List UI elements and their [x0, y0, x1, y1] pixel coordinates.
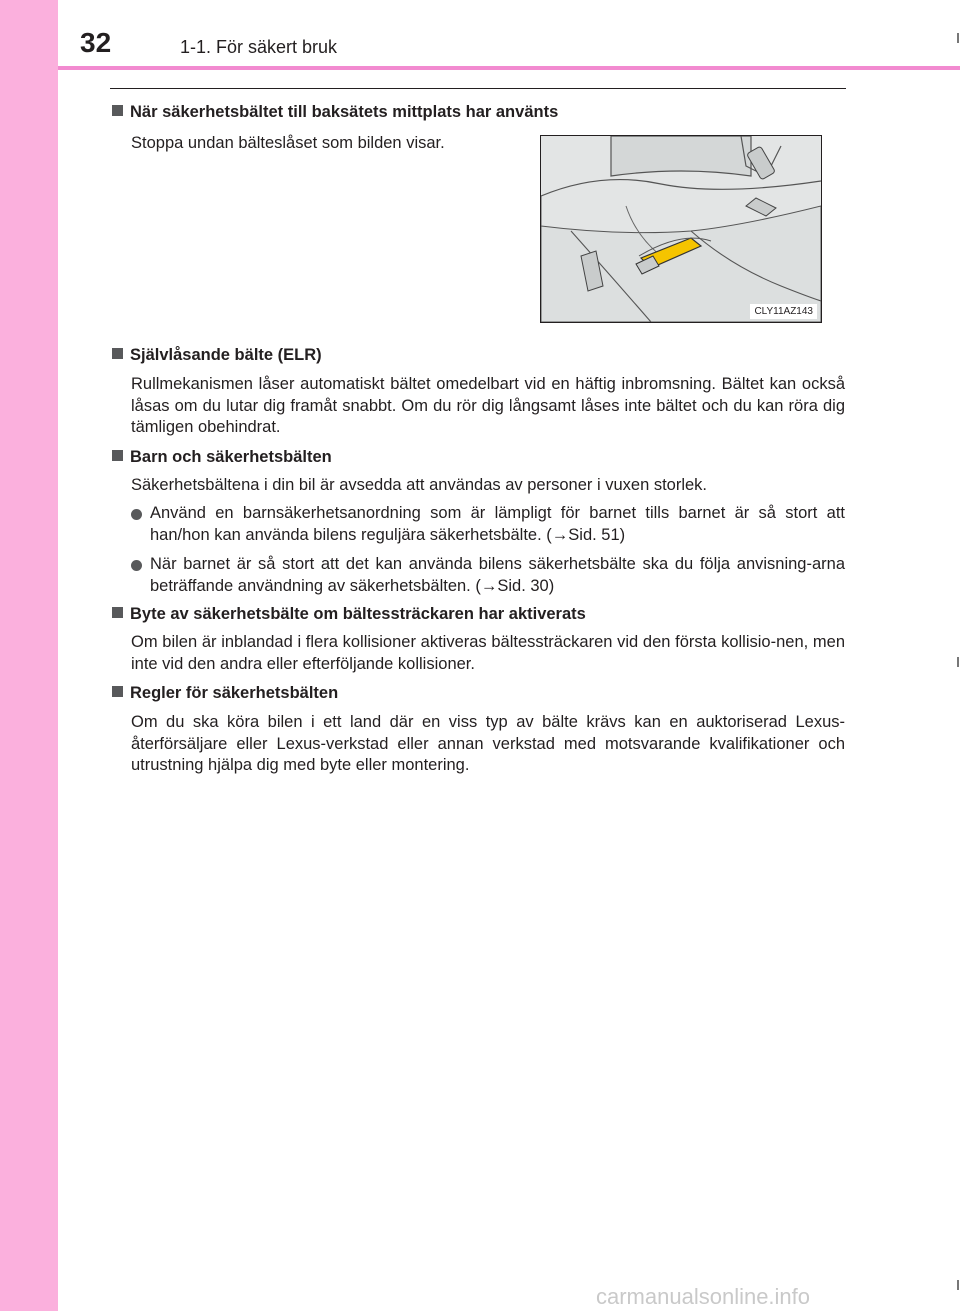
- heading-center-belt: När säkerhetsbältet till baksätets mittplats har använts: [112, 101, 558, 123]
- watermark-link[interactable]: carmanualsonline.info: [596, 1284, 811, 1309]
- crop-mark: [957, 1280, 959, 1290]
- heading-regulations: Regler för säkerhetsbälten: [112, 682, 338, 704]
- list-item: [131, 503, 845, 546]
- crop-mark: [957, 33, 959, 43]
- seat-buckle-figure: [540, 135, 822, 323]
- round-bullet-icon: [131, 509, 142, 520]
- square-bullet-icon: [112, 450, 123, 461]
- paragraph-children: Säkerhetsbältena i din bil är avsedda att användas av personer i vuxen storlek.: [131, 476, 708, 494]
- list-item-text: När barnet är så stort att det kan använda bilens säkerhetsbälte ska du följa anvisning-arna beträffande användning av säkerhetsbälten. (→Sid. 30): [150, 555, 845, 595]
- list-item: [131, 554, 845, 597]
- square-bullet-icon: [112, 348, 123, 359]
- crop-mark: [957, 657, 959, 667]
- paragraph-pretensioner: Om bilen är inblandad i flera kollisioner aktiveras bältessträckaren vid den första kollisio-nen, men inte vid den andra eller efterföljande kollisioner.: [131, 633, 845, 673]
- page-sidebar-band: [0, 0, 58, 1311]
- section-title: 1-1. För säkert bruk: [180, 37, 338, 57]
- list-item-text: Använd en barnsäkerhetsanordning som är lämpligt för barnet tills barnet är så stort att han/hon kan använda bilens reguljära säkerhetsbälte. (→Sid. 51): [150, 504, 845, 544]
- heading-pretensioner: Byte av säkerhetsbälte om bältessträckaren har aktiverats: [112, 603, 586, 625]
- paragraph-regulations: Om du ska köra bilen i ett land där en viss typ av bälte krävs kan en auktoriserad Lexus-återförsäljare eller Lexus-verkstad eller annan verkstad med motsvarande kvalifikationer och utrustning hjälpa dig med byte eller montering.: [131, 713, 845, 774]
- square-bullet-icon: [112, 607, 123, 618]
- figure-code-label: CLY11AZ143: [750, 304, 817, 319]
- rear-seat-buckle-illustration-icon: [541, 136, 821, 322]
- heading-children: Barn och säkerhetsbälten: [112, 446, 332, 468]
- paragraph-center-belt: Stoppa undan bälteslåset som bilden visar.: [131, 134, 445, 152]
- content-top-rule: [110, 88, 846, 89]
- header-divider: [58, 66, 960, 70]
- round-bullet-icon: [131, 560, 142, 571]
- paragraph-elr: Rullmekanismen låser automatiskt bältet omedelbart vid en häftig inbromsning. Bältet kan också låsas om du lutar dig framåt snabbt. Om du rör dig långsamt låses inte bältet och du kan röra dig tämligen obehindrat.: [131, 375, 845, 436]
- page-number: 32: [80, 27, 112, 58]
- square-bullet-icon: [112, 686, 123, 697]
- heading-elr: Självlåsande bälte (ELR): [112, 344, 322, 366]
- square-bullet-icon: [112, 105, 123, 116]
